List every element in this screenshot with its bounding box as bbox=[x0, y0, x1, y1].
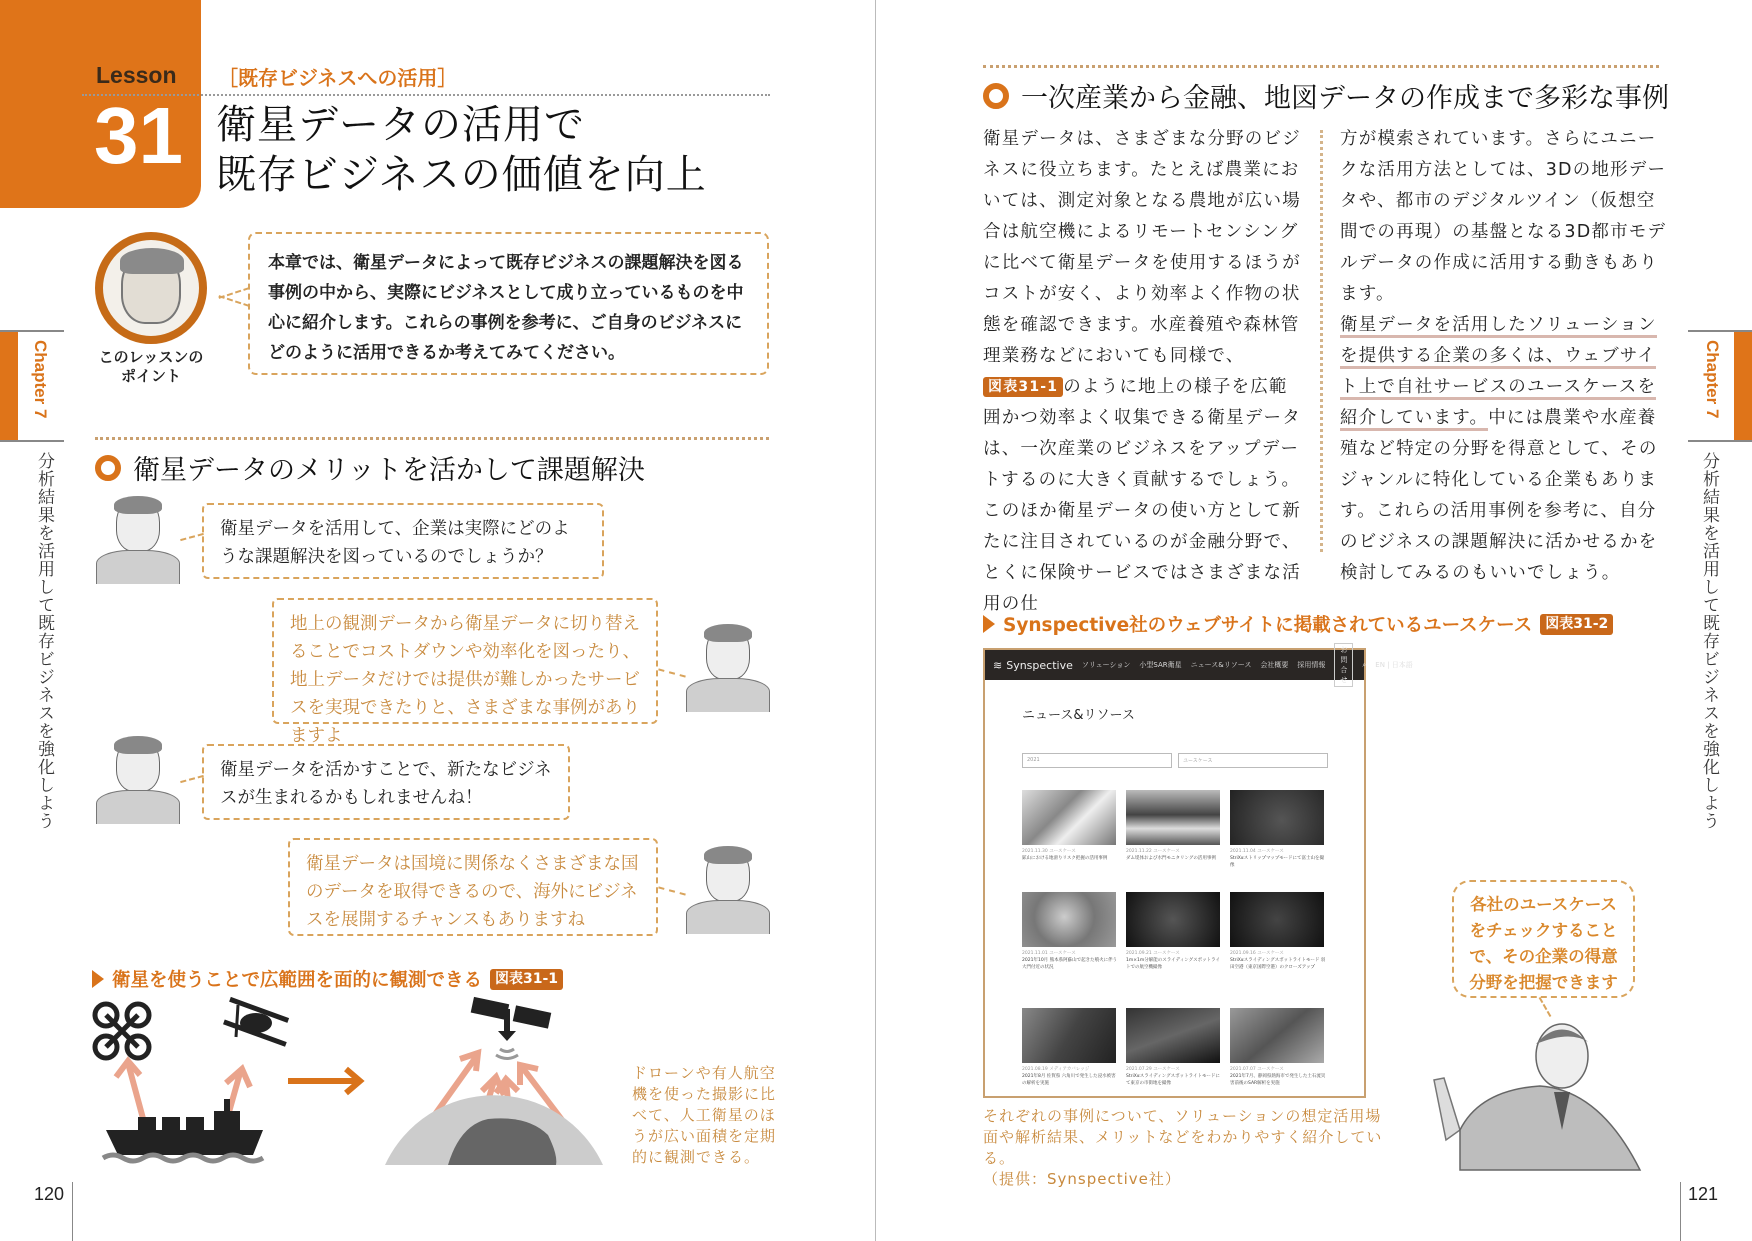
chapter-tab-bar bbox=[1734, 332, 1752, 440]
case-date: 2021.07.07 ユースケース bbox=[1230, 1067, 1284, 1072]
category-filter: ユースケース bbox=[1178, 753, 1328, 768]
case-title: ダム堤体および水門モニタリングの活用事例 bbox=[1126, 856, 1216, 861]
site-logo bbox=[993, 659, 1073, 672]
case-thumbnail bbox=[1022, 1008, 1116, 1063]
chapter-tab bbox=[1688, 330, 1752, 442]
case-title: 2021年7月、静岡県熱海市で発生した土石流災害前後のSAR解析を実施 bbox=[1230, 1074, 1326, 1086]
triangle-bullet-icon bbox=[983, 615, 995, 633]
figure-31-1-note: ドローンや有人航空機を使った撮影に比べて、人工衛星のほうが広い面積を定期的に観測できる。 bbox=[632, 1064, 777, 1166]
case-thumbnail bbox=[1022, 892, 1116, 947]
figure-31-1-title bbox=[92, 966, 563, 992]
case-meta bbox=[1022, 950, 1118, 971]
lesson-title-line-2: 既存ビジネスの価値を向上 bbox=[216, 152, 707, 198]
case-thumbnail bbox=[1126, 892, 1220, 947]
case-thumbnail bbox=[1230, 1008, 1324, 1063]
drone-icon bbox=[95, 1004, 149, 1058]
figure-reference-badge: 図表31-1 bbox=[983, 377, 1063, 397]
page-number-rule bbox=[1680, 1182, 1681, 1241]
body-text: 衛星データは、さまざまな分野のビジネスに役立ちます。たとえば農業においては、測定対象となる農地が広い場合は航空機によるリモートセンシングに比べて衛星データを使用するほうがコストが安く、より効率よく作物の状態を確認できます。水産養殖や森林管理業務などにおいても同様で、 bbox=[983, 129, 1301, 366]
lesson-point-label bbox=[90, 348, 212, 386]
case-meta bbox=[1022, 1066, 1118, 1087]
case-thumbnail bbox=[1022, 790, 1116, 845]
chapter-tab-label: Chapter 7 bbox=[31, 340, 50, 419]
body-column-1 bbox=[983, 124, 1305, 620]
lesson-title-line-1: 衛星データの活用で bbox=[216, 102, 585, 148]
expert-portrait-icon bbox=[682, 846, 774, 934]
section-heading bbox=[983, 76, 1669, 115]
presenter-illustration-icon bbox=[1420, 1020, 1660, 1170]
lesson-category-tag: ［既存ビジネスへの活用］ bbox=[218, 66, 458, 90]
nav-item: 採用情報 bbox=[1297, 661, 1326, 669]
case-title: 鉱山における地滑りリスク把握の活用事例 bbox=[1022, 856, 1108, 861]
case-thumbnail bbox=[1230, 892, 1324, 947]
underlined-text: 衛星データを活用したソリューションを提供する企業の多くは、ウェブサイト上で自社サービスのユースケースを紹介しています。 bbox=[1340, 315, 1657, 431]
nav-item: 小型SAR衛星 bbox=[1139, 661, 1182, 669]
logo-text: Synspective bbox=[1006, 658, 1073, 672]
chapter-title-vertical: 分析結果を活用して既存ビジネスを強化しよう bbox=[34, 452, 54, 830]
nav-item: ソリューション bbox=[1081, 661, 1131, 669]
case-title: StriXαスライディングスポットライトモード 羽田空港（東京国際空港）のクローズアップ bbox=[1230, 958, 1326, 970]
case-date: 2021.11.01 ユースケース bbox=[1022, 951, 1076, 956]
case-title: StriXαストリップマップモードにて富士山を撮像 bbox=[1230, 856, 1325, 868]
author-avatar bbox=[95, 232, 207, 344]
section-dotted-divider bbox=[95, 437, 769, 440]
chapter-tab bbox=[0, 330, 64, 442]
chapter-tab-bar bbox=[0, 332, 18, 440]
lesson-title bbox=[216, 100, 707, 200]
page-number: 121 bbox=[1688, 1184, 1719, 1204]
dialog-bubble-1: 衛星データを活用して、企業は実際にどのような課題解決を図っているのでしょうか？ bbox=[202, 503, 604, 579]
section-heading bbox=[95, 448, 645, 487]
case-date: 2021.07.29 ユースケース bbox=[1126, 1067, 1180, 1072]
year-filter: 2021 bbox=[1022, 753, 1172, 768]
case-date: 2021.08.19 メディアカバレッジ bbox=[1022, 1067, 1090, 1072]
case-meta bbox=[1230, 1066, 1326, 1087]
caption-text: それぞれの事例について、ソリューションの想定活用場面や解析結果、メリットなどをわかりやすく紹介している。 bbox=[983, 1107, 1383, 1167]
caption-credit: （提供：Synspective社） bbox=[983, 1170, 1181, 1188]
cargo-ship-icon bbox=[103, 1099, 263, 1161]
section-heading-text: 衛星データのメリットを活かして課題解決 bbox=[133, 455, 645, 486]
column-dotted-divider bbox=[1320, 130, 1323, 552]
case-meta bbox=[1126, 1066, 1222, 1087]
case-date: 2021.11.04 ユースケース bbox=[1230, 849, 1284, 854]
case-meta bbox=[1230, 848, 1326, 869]
case-title: 2021年8月 佐賀県 六角川で発生した浸水被害の解析を実施 bbox=[1022, 1074, 1116, 1086]
body-paragraph-1 bbox=[983, 124, 1305, 496]
expert-portrait-icon bbox=[682, 624, 774, 712]
language-switch: EN | 日本語 bbox=[1375, 661, 1413, 669]
body-column-2 bbox=[1340, 124, 1670, 589]
website-screenshot bbox=[983, 646, 1413, 1098]
contact-button: お問合せ bbox=[1334, 643, 1353, 687]
body-paragraph-2: このほか衛星データの使い方として新たに注目されているのが金融分野で、とくに保険サービスではさまざまな活用の仕 bbox=[983, 501, 1301, 614]
earth-icon bbox=[385, 1095, 603, 1165]
case-date: 2021.11.30 ユースケース bbox=[1022, 849, 1076, 854]
case-date: 2021.09.16 ユースケース bbox=[1230, 951, 1284, 956]
satellite-icon bbox=[471, 997, 552, 1059]
nav-item: 会社概要 bbox=[1260, 661, 1289, 669]
page-number-rule bbox=[72, 1182, 73, 1241]
case-meta bbox=[1230, 950, 1326, 971]
logo-swoosh-icon: ≋ bbox=[993, 658, 1003, 672]
case-thumbnail bbox=[1126, 1008, 1220, 1063]
figure-title-text: Synspective社のウェブサイトに掲載されているユースケース bbox=[1003, 615, 1533, 636]
case-title: 2021年10月 熊本県阿蘇山で起きた噴火に伴う大門付近の状況 bbox=[1022, 958, 1118, 970]
case-meta bbox=[1126, 950, 1222, 971]
site-page-title: ニュース&リソース bbox=[1022, 708, 1135, 723]
section-dotted-divider bbox=[983, 65, 1659, 68]
point-bubble-tail bbox=[218, 295, 249, 307]
case-meta bbox=[1126, 848, 1222, 862]
arrow-right-icon bbox=[288, 1069, 360, 1093]
chapter-tab-label: Chapter 7 bbox=[1703, 340, 1722, 419]
lesson-point-label-line-2: ポイント bbox=[120, 367, 181, 385]
questioner-portrait-icon bbox=[92, 496, 184, 584]
nav-item: ニュース&リソース bbox=[1190, 661, 1252, 669]
figure-31-2-caption bbox=[983, 1106, 1383, 1190]
case-date: 2021.11.22 ユースケース bbox=[1126, 849, 1180, 854]
figure-31-1-illustration bbox=[88, 995, 628, 1165]
body-paragraph-4 bbox=[1340, 310, 1670, 589]
case-title: StriXαスライディングスポットライトモードにて東京の市街地を撮像 bbox=[1126, 1074, 1220, 1086]
header-dotted-divider bbox=[82, 94, 770, 96]
biplane-icon bbox=[223, 997, 289, 1047]
figure-31-2-title bbox=[983, 611, 1613, 637]
lesson-point-label-line-1: このレッスンの bbox=[98, 348, 204, 366]
lesson-point-box: 本章では、衛星データによって既存ビジネスの課題解決を図る事例の中から、実際にビジネスとして成り立っているものを中心に紹介します。これらの事例を参考に、ご自身のビジネスにどのように活用できるか考えてみてください。 bbox=[248, 232, 769, 375]
dialog-bubble-4: 衛星データは国境に関係なくさまざまな国のデータを取得できるので、海外にビジネスを展開するチャンスもありますね bbox=[288, 838, 658, 936]
lesson-label: Lesson bbox=[96, 62, 177, 88]
left-page bbox=[0, 0, 875, 1241]
body-text: のように地上の様子を広範囲かつ効率よく収集できる衛星データは、一次産業のビジネスをアップデートするのに大きく貢献するでしょう。 bbox=[983, 377, 1301, 490]
case-thumbnail bbox=[1230, 790, 1324, 845]
author-portrait-icon bbox=[121, 252, 181, 324]
section-heading-text: 一次産業から金融、地図データの作成まで多彩な事例 bbox=[1021, 83, 1669, 114]
page-number: 120 bbox=[34, 1184, 65, 1204]
dialog-bubble-3: 衛星データを活かすことで、新たなビジネスが生まれるかもしれませんね！ bbox=[202, 744, 570, 820]
lesson-number: 31 bbox=[94, 91, 183, 180]
case-date: 2021.09.21 ユースケース bbox=[1126, 951, 1180, 956]
chapter-title-vertical: 分析結果を活用して既存ビジネスを強化しよう bbox=[1699, 452, 1719, 830]
case-title: 1m×1m分解能のスライディングスポットライトでの航空機撮像 bbox=[1126, 958, 1220, 970]
site-navbar bbox=[985, 646, 1413, 684]
figure-badge: 図表31-1 bbox=[490, 969, 563, 990]
figure-title-text: 衛星を使うことで広範囲を面的に観測できる bbox=[112, 970, 483, 991]
questioner-portrait-icon bbox=[92, 736, 184, 824]
case-thumbnail bbox=[1126, 790, 1220, 845]
body-paragraph-3: 方が模索されています。さらにユニークな活用方法としては、3Dの地形データや、都市のデジタルツイン（仮想空間での再現）の基盤となる3D都市モデルデータの作成に活用する動きもあります。 bbox=[1340, 129, 1667, 304]
triangle-bullet-icon bbox=[92, 970, 104, 988]
case-meta bbox=[1022, 848, 1118, 862]
search-icon: ⌕ bbox=[1362, 660, 1367, 669]
circle-bullet-icon bbox=[983, 83, 1009, 109]
figure-badge: 図表31-2 bbox=[1540, 614, 1613, 635]
dialog-bubble-2: 地上の観測データから衛星データに切り替えることでコストダウンや効率化を図ったり、地上データだけでは提供が難しかったサービスを実現できたりと、さまざまな事例がありますよ bbox=[272, 598, 658, 724]
body-text: 中には農業や水産養殖など特定の分野を得意として、そのジャンルに特化している企業もあります。これらの活用事例を参考に、自分のビジネスの課題解決に活かせるかを検討してみるのもいいでしょう。 bbox=[1340, 408, 1658, 583]
presenter-note-bubble: 各社のユースケースをチェックすることで、その企業の得意分野を把握できます bbox=[1452, 880, 1635, 998]
circle-bullet-icon bbox=[95, 455, 121, 481]
